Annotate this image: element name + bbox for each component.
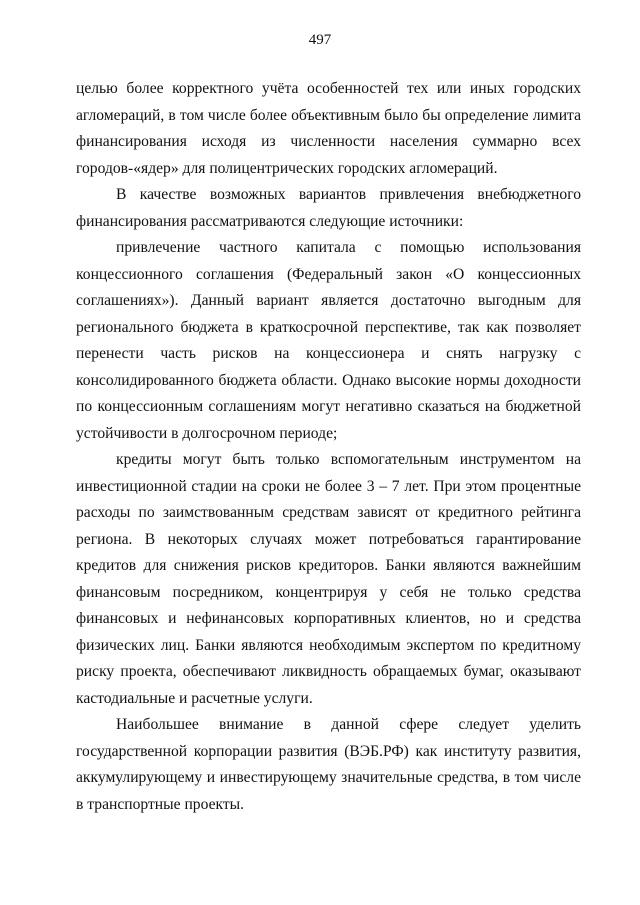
paragraph-continued: целью более корректного учёта особенностей тех или иных городских агломераций, в том числе более объективным было бы определение лимита финансирования исходя из численности населения суммарно всех городов-«ядер» для полицентрических городских агломераций. [76,80,581,177]
paragraph-concession: привлечение частного капитала с помощью использования концессионного соглашения (Федеральный закон «О концессионных соглашениях»). Данный вариант является достаточно выгодным для регионального бюджета в краткосрочной перспективе, так как позволяет перенести часть рисков на концессионера и снять нагрузку с консолидированного бюджета области. Однако высокие нормы доходности по концессионным соглашениям могут негативно сказаться на бюджетной устойчивости в долгосрочном периоде; [76,239,581,442]
document-body [76,76,581,818]
paragraph-veb: Наибольшее внимание в данной сфере следует уделить государственной корпорации развития (ВЭБ.РФ) как институту развития, аккумулирующему и инвестирующему значительные средства, в том числе в транспортные проекты. [76,716,581,813]
paragraph-funding-sources: В качестве возможных вариантов привлечения внебюджетного финансирования рассматриваются следующие источники: [76,186,581,230]
page-number: 497 [308,32,332,48]
paragraph-credits: кредиты могут быть только вспомогательным инструментом на инвестиционной стадии на сроки не более 3 – 7 лет. При этом процентные расходы по заимствованным средствам зависят от кредитного рейтинга региона. В некоторых случаях может потребоваться гарантирование кредитов для снижения рисков кредиторов. Банки являются важнейшим финансовым посредником, концентрируя у себя не только средства финансовых и нефинансовых корпоративных клиентов, но и средства физических лиц. Банки являются необходимым экспертом по кредитному риску проекта, обеспечивают ликвидность обращаемых бумаг, оказывают кастодиальные и расчетные услуги. [76,451,581,707]
